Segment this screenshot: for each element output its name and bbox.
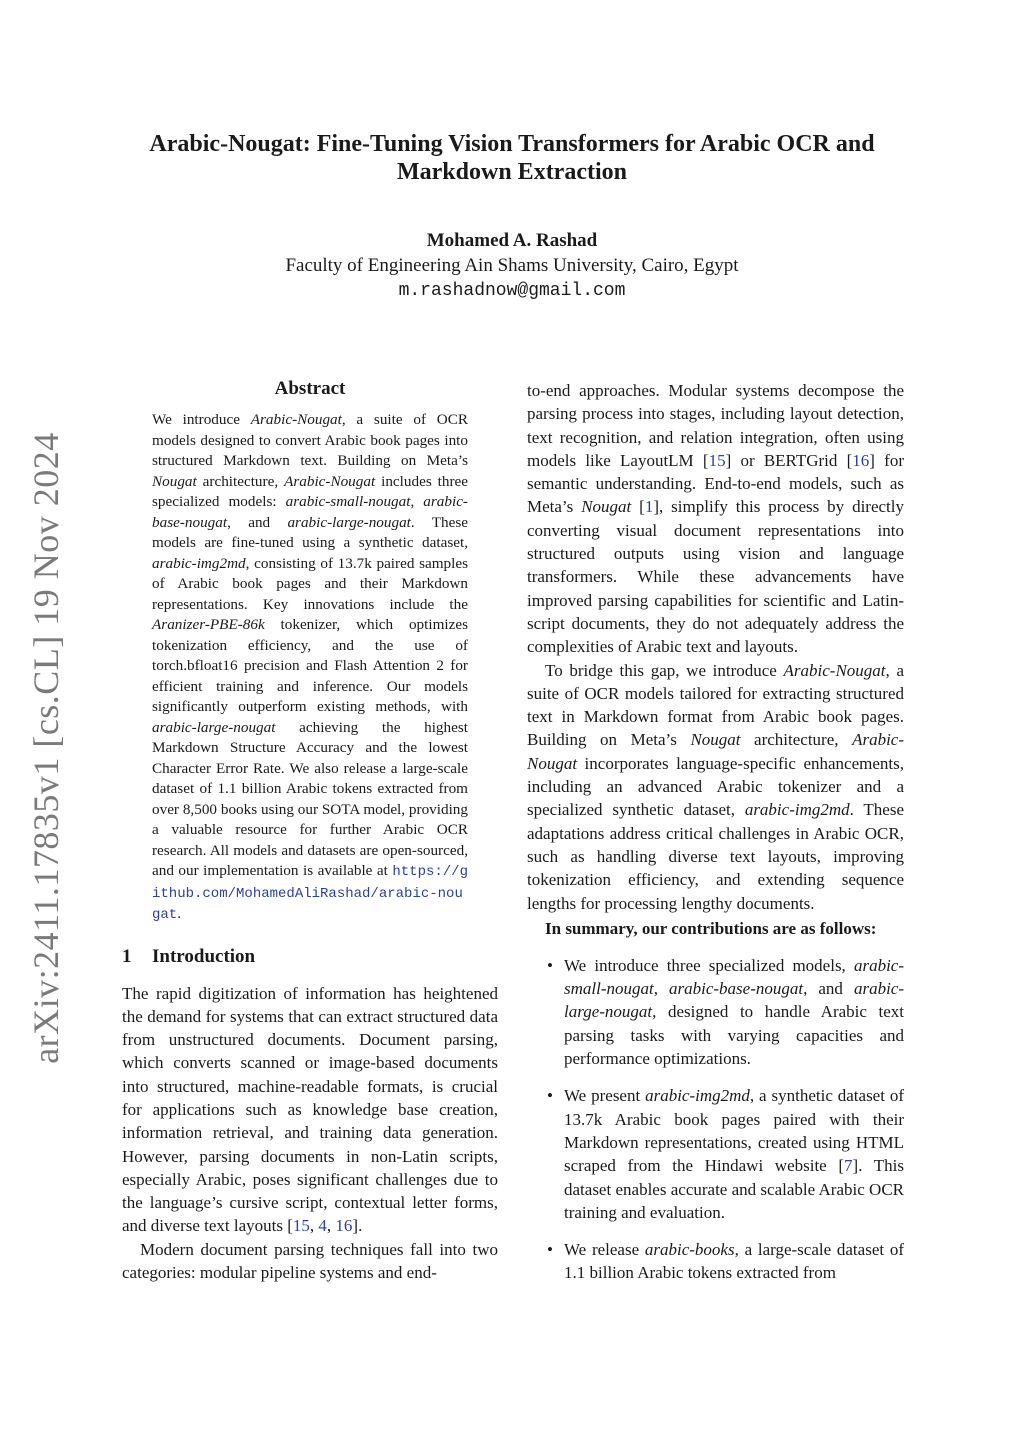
arxiv-identifier: arXiv:2411.17835v1 [cs.CL] 19 Nov 2024 [26, 432, 66, 1064]
citation-link[interactable]: 16 [852, 450, 870, 470]
bullet-icon: • [547, 955, 553, 975]
citation-link[interactable]: 15 [708, 450, 726, 470]
list-item: • We present arabic-img2md, a synthetic dataset of 13.7k Arabic book pages paired with their Markdown representations, created using HTML scraped from the Hindawi website [7]. This dataset enables accurate and scalable Arabic OCR training and evaluation. [547, 1086, 904, 1222]
intro-paragraph-2-continued: to-end approaches. Modular systems decompose the parsing process into stages, including layout detection, text recognition, and relation integration, often using models like LayoutLM [15] or BERTGrid [16] for semantic understanding. End-to-end models, such as Meta’s Nougat [1], simplify this process by directly converting visual document representations into structured outputs using vision and language transformers. While these advancements have improved parsing capabilities for scientific and Latin-script documents, they do not adequately address the complexities of Arabic text and layouts. [527, 381, 905, 657]
citation-link[interactable]: 16 [335, 1216, 353, 1236]
author-email[interactable]: m.rashadnow@gmail.com [398, 281, 626, 301]
intro-paragraph-2-start: Modern document parsing techniques fall into two categories: modular pipeline systems and end- [122, 1239, 498, 1283]
author-name: Mohamed A. Rashad [426, 230, 598, 251]
abstract-body: We introduce Arabic-Nougat, a suite of OCR models designed to convert Arabic book pages into structured Markdown text. Building on Meta’s Nougat architecture, Arabic-Nougat includes three specialized models: arabic-small-nougat, arabic-base-nougat, and arabic-large-nougat. These models are fine-tuned using a synthetic dataset, arabic-img2md, consisting of 13.7k paired samples of Arabic book pages and their Markdown representations. Key innovations include the Aranizer-PBE-86k tokenizer, which optimizes tokenization efficiency, and the use of torch.bfloat16 precision and Flash Attention 2 for efficient training and inference. Our models significantly outperform existing methods, with arabic-large-nougat achieving the highest Markdown Structure Accuracy and the lowest Character Error Rate. We also release a large-scale dataset of 1.1 billion Arabic tokens extracted from over 8,500 books using our SOTA model, providing a valuable resource for further Arabic OCR research. All models and datasets are open-sourced, and our implementation is available at https://github.com/MohamedAliRashad/arabic-nougat. [152, 411, 469, 923]
contributions-list [527, 954, 904, 1285]
contributions-summary: In summary, our contributions are as follows: [545, 918, 877, 938]
bullet-icon: • [547, 1086, 553, 1106]
citation-link[interactable]: 4 [318, 1216, 327, 1236]
section-heading-introduction: 1 Introduction [122, 945, 256, 967]
paper-title: Arabic-Nougat: Fine-Tuning Vision Transformers for Arabic OCR and Markdown Extraction [149, 131, 875, 185]
citation-link[interactable]: 15 [292, 1216, 310, 1236]
citation-link[interactable]: 1 [644, 497, 654, 517]
right-column [527, 379, 904, 1299]
bullet-icon: • [547, 1240, 553, 1260]
author-affiliation: Faculty of Engineering Ain Shams University, Cairo, Egypt [285, 255, 739, 276]
list-item: • We introduce three specialized models, arabic-small-nougat, arabic-base-nougat, and arabic-large-nougat, designed to handle Arabic text parsing tasks with varying capacities and performance optimizations. [547, 955, 905, 1069]
left-column [122, 378, 498, 1284]
list-item: • We release arabic-books, a large-scale dataset of 1.1 billion Arabic tokens extracted from [547, 1240, 904, 1283]
intro-paragraph-3: To bridge this gap, we introduce Arabic-Nougat, a suite of OCR models tailored for extracting structured text in Markdown format from Arabic book pages. Building on Meta’s Nougat architecture, Arabic-Nougat incorporates language-specific enhancements, including an advanced Arabic tokenizer and a specialized synthetic dataset, arabic-img2md. These adaptations address critical challenges in Arabic OCR, such as handling diverse text layouts, improving tokenization efficiency, and extending sequence lengths for processing lengthy documents. [527, 660, 905, 913]
abstract-heading: Abstract [274, 378, 346, 399]
intro-paragraph-1: The rapid digitization of information has heightened the demand for systems that can extract structured data from unstructured documents. Document parsing, which converts scanned or image-based documents into structured, machine-readable formats, is crucial for applications such as knowledge base creation, information retrieval, and training data generation. However, parsing documents in non-Latin scripts, especially Arabic, poses significant challenges due to the language’s cursive script, contextual letter forms, and diverse text layouts [15, 4, 16]. [122, 983, 498, 1236]
github-link[interactable]: https://github.com/MohamedAliRashad/arabic-nougat [152, 864, 468, 923]
citation-link[interactable]: 7 [844, 1156, 853, 1176]
